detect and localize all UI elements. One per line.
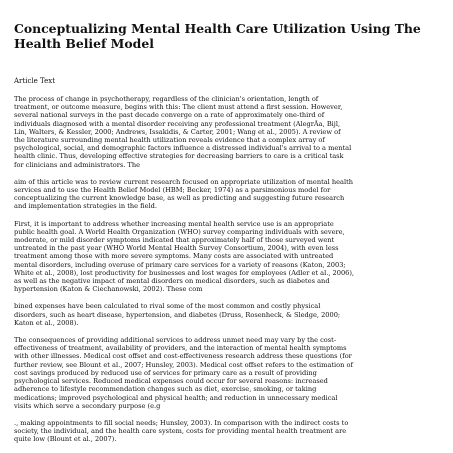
paragraph-line: quite low (Blount et al., 2007). — [14, 435, 117, 444]
paragraph-line: society, the individual, and the health care system, costs for providing mental health treatment are — [14, 427, 347, 436]
section-label: Article Text — [14, 77, 56, 85]
paragraph-line: further review, see Blount et al., 2007; Hunsley, 2003). Medical cost offset refers to the estimation of — [14, 360, 353, 369]
paragraph-line: bined expenses have been calculated to rival some of the most common and costly physical — [14, 302, 321, 311]
paragraph-line: The consequences of providing additional services to address unmet need may vary by the cost- — [14, 336, 337, 345]
article-paragraph — [14, 336, 439, 410]
paragraph-line: adherence to lifestyle recommendation changes such as diet, exercise, smoking, or taking — [14, 385, 317, 394]
paragraph-line: ., making appointments to fill social needs; Hunsley, 2003). In comparison with the indirect costs to — [14, 418, 349, 427]
article-paragraph — [14, 419, 439, 444]
paragraph-line: psychological services. Reduced medical expenses could occur for several reasons: increased — [14, 377, 328, 386]
paragraph-line: services and to use the Health Belief Model (HBM; Becker, 1974) as a parsimonious model for — [14, 186, 331, 195]
paragraph-line: disorders, such as heart disease, hypertension, and diabetes (Druss, Rosenheck, & Sledge, 2000; — [14, 310, 341, 319]
paragraph-line: for clinicians and administrators. The — [14, 160, 141, 169]
paragraph-line: White et al., 2008), lost productivity for businesses and lost wages for employees (Adler et al., 2006), — [14, 268, 355, 277]
paragraph-line: mental disorders, including overuse of primary care services for a variety of reasons (Katon, 2003; — [14, 260, 346, 269]
paragraph-line: aim of this article was to review current research focused on appropriate utilization of mental health — [14, 177, 354, 186]
paragraph-line: cost savings produced by reduced use of services for primary care as a result of providing — [14, 368, 317, 377]
article-paragraph — [14, 178, 439, 211]
article-paragraph — [14, 95, 439, 169]
paragraph-line: effectiveness of treatment, availability of providers, and the interaction of mental health symptoms — [14, 344, 347, 353]
article-title — [14, 22, 439, 51]
paragraph-line: medications; improved psychological and physical health; and reduction in unnecessary medical — [14, 393, 338, 402]
paragraph-line: visits which serve a secondary purpose (e.g — [14, 401, 161, 410]
paragraph-line: First, it is important to address whether increasing mental health service use is an appropriate — [14, 219, 334, 228]
paragraph-line: moderate, or mild disorder symptoms indicated that approximately half of those surveyed went — [14, 236, 335, 245]
article-title-line: Health Belief Model — [14, 35, 154, 51]
paragraph-line: public health goal. A World Health Organization (WHO) survey comparing individuals with severe, — [14, 227, 345, 236]
paragraph-line: health clinic. Thus, developing effective strategies for decreasing barriers to care is a critical task — [14, 152, 344, 161]
article-body — [14, 95, 439, 444]
article-paragraph — [14, 302, 439, 327]
paragraph-line: treatment, or outcome measure, begins with this: The client must attend a first session. However, — [14, 103, 343, 112]
paragraph-line: conceptualizing the current knowledge base, as well as predicting and suggesting future research — [14, 194, 345, 203]
paragraph-line: Lin, Walters, & Kessler, 2000; Andrews, Issakidis, & Carter, 2001; Wang et al., 2005). A review of — [14, 127, 341, 136]
paragraph-line: with other illnesses. Medical cost offset and cost-effectiveness research address these questions (for — [14, 352, 352, 361]
paragraph-line: The process of change in psychotherapy, regardless of the clinician's orientation, length of — [14, 95, 319, 103]
paragraph-line: psychological, social, and demographic factors influence a distressed individual's arrival to a mental — [14, 144, 352, 153]
paragraph-line: hypertension (Katon & Ciechanowski, 2002). These com — [14, 285, 203, 294]
article-title-line: Conceptualizing Mental Health Care Utilization Using The — [14, 21, 421, 36]
paragraph-line: untreated in the past year (WHO World Mental Health Survey Consortium, 2004), with even less — [14, 244, 339, 253]
paragraph-line: and implementation strategies in the field. — [14, 202, 157, 211]
paragraph-line: Katon et al., 2008). — [14, 318, 79, 327]
article-paragraph — [14, 220, 439, 294]
paragraph-line: treatment among those with more severe symptoms. Many costs are associated with untreated — [14, 252, 334, 261]
paragraph-line: several national surveys in the past decade converge on a rate of approximately one-third of — [14, 111, 325, 120]
paragraph-line: as well as the negative impact of mental disorders on medical disorders, such as diabetes and — [14, 277, 330, 286]
paragraph-line: individuals diagnosed with a mental disorder receiving any professional treatment (AlegrÃa, Bijl, — [14, 119, 341, 128]
paragraph-line: the literature surrounding mental health utilization reveals evidence that a complex array of — [14, 136, 325, 145]
